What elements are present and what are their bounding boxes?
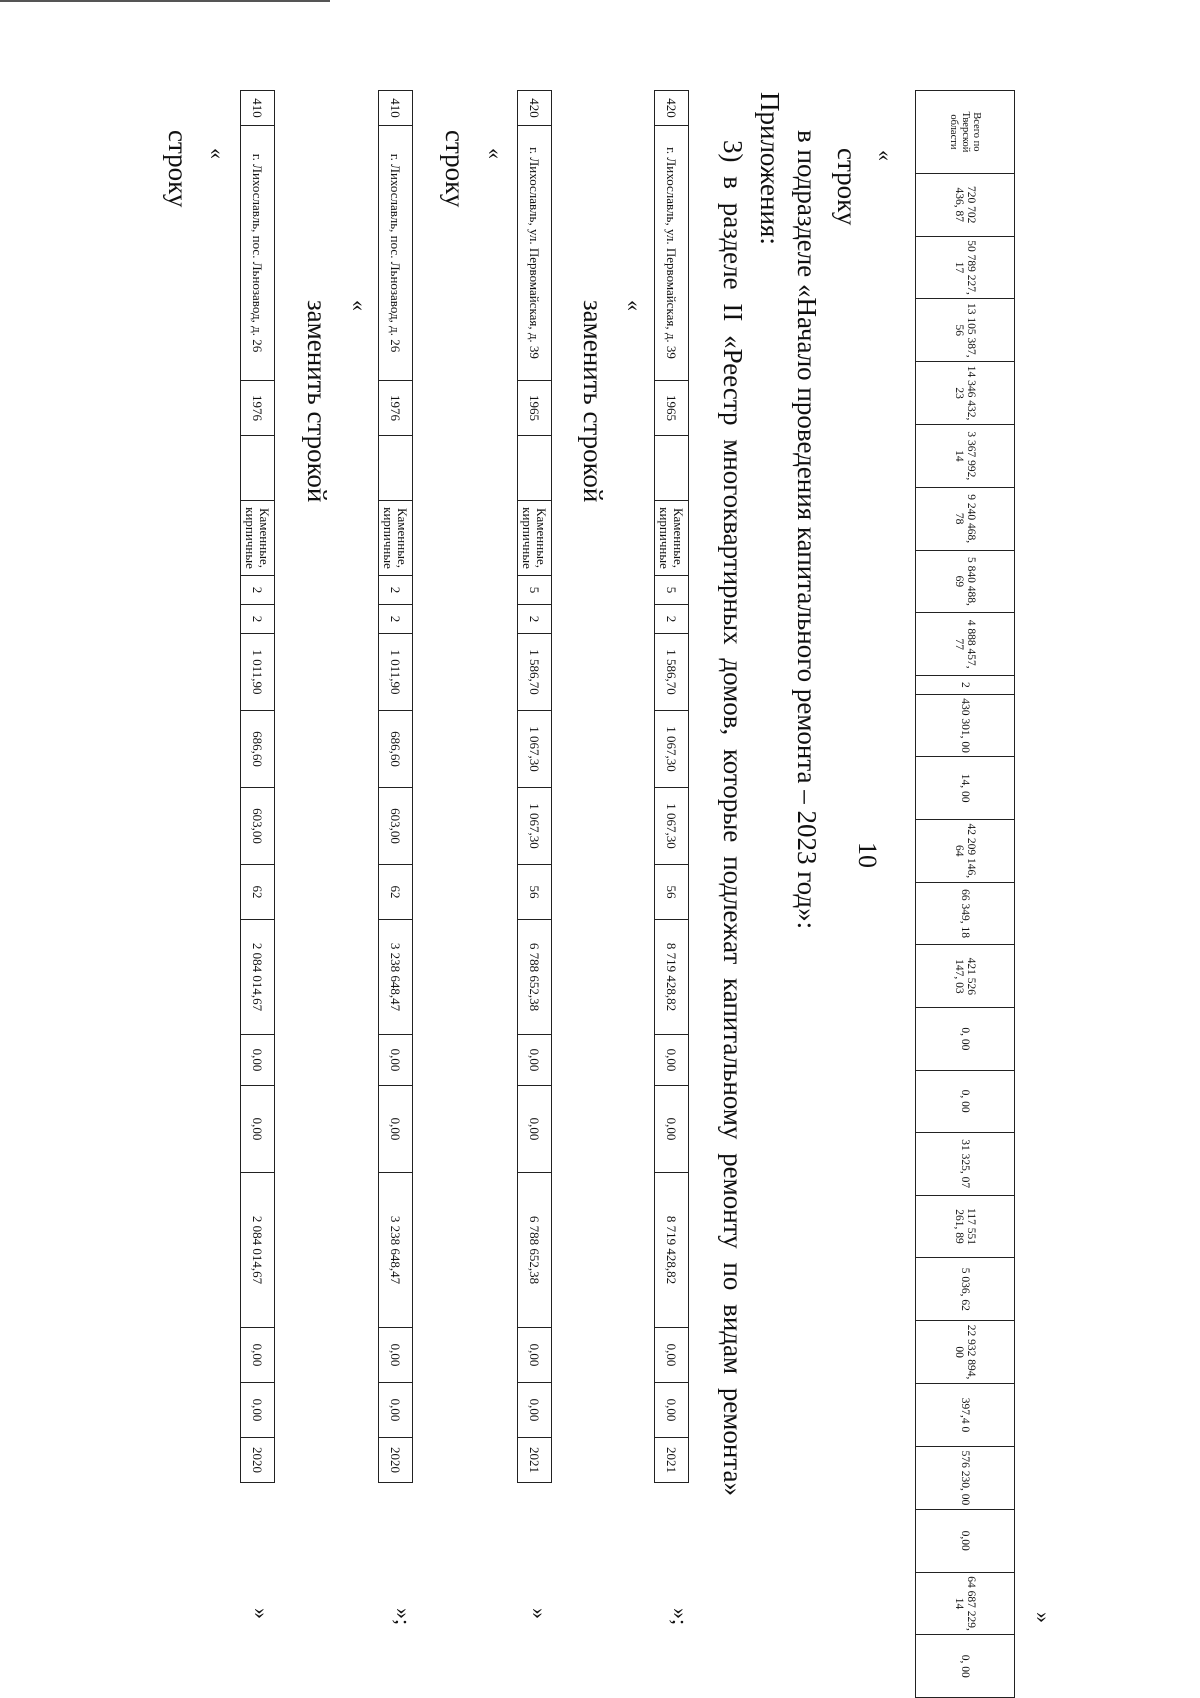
cell-address: г. Лихославль, ул. Первомайская, д. 39 — [655, 126, 689, 381]
cell-material: Каменные, кирпичные — [518, 501, 552, 576]
cell-fund-own: 3 238 648,47 — [379, 1173, 413, 1328]
cell-area-res: 603,00 — [379, 788, 413, 865]
open-quote-4: « — [622, 300, 647, 311]
cell-value-25: 0, 00 — [916, 1635, 1015, 1698]
cell-value-10: 430 301, 00 — [916, 694, 1015, 757]
cell-entrances: 2 — [379, 605, 413, 634]
cell-fund-4: 0,00 — [241, 1383, 275, 1438]
cell-year: 1976 — [241, 381, 275, 436]
cell-value-1: 720 702 436, 87 — [916, 173, 1015, 236]
row-420-new — [654, 90, 689, 1483]
cell-fund-own: 2 084 014,67 — [241, 1173, 275, 1328]
cell-blank — [655, 436, 689, 501]
cell-fund-3: 0,00 — [655, 1328, 689, 1383]
cell-fund-1: 0,00 — [241, 1035, 275, 1086]
cell-area-total: 1 586,70 — [655, 634, 689, 711]
close-quote-semicolon-1: »; — [391, 1608, 416, 1626]
cell-value-8: 4 888 457, 77 — [916, 613, 1015, 676]
label-stroku-3: строку — [832, 148, 862, 226]
close-quote-semicolon-2: »; — [668, 1608, 693, 1626]
label-zamenit-1: заменить строкой — [302, 300, 332, 503]
cell-material: Каменные, кирпичные — [379, 501, 413, 576]
cell-num: 410 — [379, 91, 413, 126]
close-quote-1: » — [249, 1608, 274, 1619]
cell-num: 420 — [518, 91, 552, 126]
cell-fund-3: 0,00 — [379, 1328, 413, 1383]
cell-year: 1965 — [655, 381, 689, 436]
cell-entrances: 2 — [241, 605, 275, 634]
cell-value-20: 22 932 894, 00 — [916, 1321, 1015, 1384]
cell-value-15: 0, 00 — [916, 1008, 1015, 1070]
cell-cost-total: 3 238 648,47 — [379, 920, 413, 1035]
cell-floors: 2 — [241, 576, 275, 605]
total-row-table — [915, 90, 1015, 1698]
label-stroku-2: строку — [440, 130, 470, 208]
cell-fund-2: 0,00 — [379, 1086, 413, 1173]
label-zamenit-2: заменить строкой — [578, 300, 608, 503]
cell-address: г. Лихославль, ул. Первомайская, д. 39 — [518, 126, 552, 381]
cell-area-total: 1 586,70 — [518, 634, 552, 711]
cell-value-9: 2 — [916, 676, 1015, 695]
cell-value-3: 13 105 387, 56 — [916, 299, 1015, 362]
cell-area-res: 1 067,30 — [655, 788, 689, 865]
close-quote-3: » — [1031, 1612, 1056, 1623]
open-quote-2: « — [347, 300, 372, 311]
cell-fund-2: 0,00 — [655, 1086, 689, 1173]
table-row — [655, 91, 689, 1483]
cell-fund-2: 0,00 — [241, 1086, 275, 1173]
row-410-new — [378, 90, 413, 1483]
cell-area-res: 1 067,30 — [518, 788, 552, 865]
cell-fund-own: 8 719 428,82 — [655, 1173, 689, 1328]
cell-year-plan: 2020 — [379, 1438, 413, 1483]
cell-fund-4: 0,00 — [379, 1383, 413, 1438]
cell-material: Каменные, кирпичные — [241, 501, 275, 576]
cell-fund-4: 0,00 — [655, 1383, 689, 1438]
cell-label: Всего по Тверской области — [916, 91, 1015, 174]
row-420-old — [517, 90, 552, 1483]
cell-fund-4: 0,00 — [518, 1383, 552, 1438]
cell-cost-total: 6 788 652,38 — [518, 920, 552, 1035]
cell-fund-3: 0,00 — [241, 1328, 275, 1383]
open-quote-3: « — [483, 148, 508, 159]
cell-value-16: 0, 00 — [916, 1070, 1015, 1132]
cell-residents: 56 — [518, 865, 552, 920]
cell-value-4: 14 346 432, 23 — [916, 362, 1015, 425]
cell-entrances: 2 — [518, 605, 552, 634]
cell-fund-3: 0,00 — [518, 1328, 552, 1383]
label-stroku-1: строку — [163, 130, 193, 208]
cell-blank — [241, 436, 275, 501]
table-row — [379, 91, 413, 1483]
section-subheading: Приложения: — [755, 92, 785, 245]
cell-cost-total: 2 084 014,67 — [241, 920, 275, 1035]
cell-area-living: 686,60 — [379, 711, 413, 788]
cell-fund-1: 0,00 — [655, 1035, 689, 1086]
cell-value-7: 5 840 488, 69 — [916, 550, 1015, 613]
cell-year: 1976 — [379, 381, 413, 436]
cell-floors: 5 — [518, 576, 552, 605]
cell-residents: 62 — [241, 865, 275, 920]
cell-num: 420 — [655, 91, 689, 126]
cell-year-plan: 2021 — [518, 1438, 552, 1483]
cell-floors: 5 — [655, 576, 689, 605]
cell-fund-2: 0,00 — [518, 1086, 552, 1173]
open-quote-5: « — [873, 150, 898, 161]
cell-value-11: 14, 00 — [916, 757, 1015, 819]
row-410-old — [240, 90, 275, 1483]
cell-value-23: 0,00 — [916, 1509, 1015, 1572]
page-number: 10 — [853, 842, 882, 868]
cell-area-total: 1 011,90 — [379, 634, 413, 711]
cell-year: 1965 — [518, 381, 552, 436]
cell-residents: 62 — [379, 865, 413, 920]
cell-value-12: 42 209 146, 64 — [916, 819, 1015, 882]
cell-year-plan: 2021 — [655, 1438, 689, 1483]
table-row — [916, 91, 1015, 1698]
cell-address: г. Лихославль, пос. Льнозавод, д. 26 — [379, 126, 413, 381]
cell-cost-total: 8 719 428,82 — [655, 920, 689, 1035]
cell-value-2: 50 789 227, 17 — [916, 236, 1015, 299]
cell-fund-1: 0,00 — [379, 1035, 413, 1086]
table-row — [518, 91, 552, 1483]
cell-value-24: 64 687 229, 14 — [916, 1572, 1015, 1635]
cell-value-18: 117 551 261, 89 — [916, 1195, 1015, 1258]
cell-value-6: 9 240 468, 78 — [916, 487, 1015, 550]
cell-value-14: 421 526 147, 03 — [916, 945, 1015, 1008]
cell-value-21: 397,4 0 — [916, 1383, 1015, 1446]
cell-area-living: 1 067,30 — [655, 711, 689, 788]
cell-area-res: 603,00 — [241, 788, 275, 865]
cell-value-22: 576 230, 00 — [916, 1447, 1015, 1510]
cell-value-19: 5 036, 62 — [916, 1258, 1015, 1321]
cell-fund-own: 6 788 652,38 — [518, 1173, 552, 1328]
cell-blank — [518, 436, 552, 501]
cell-num: 410 — [241, 91, 275, 126]
cell-value-13: 66 349, 18 — [916, 882, 1015, 945]
cell-area-living: 686,60 — [241, 711, 275, 788]
cell-residents: 56 — [655, 865, 689, 920]
cell-material: Каменные, кирпичные — [655, 501, 689, 576]
cell-entrances: 2 — [655, 605, 689, 634]
table-row — [241, 91, 275, 1483]
open-quote-1: « — [205, 148, 230, 159]
close-quote-2: » — [527, 1608, 552, 1619]
cell-floors: 2 — [379, 576, 413, 605]
subsection-line: в подразделе «Начало проведения капитального ремонта – 2023 год»: — [792, 130, 822, 930]
cell-value-5: 3 367 992, 14 — [916, 424, 1015, 487]
cell-blank — [379, 436, 413, 501]
cell-area-living: 1 067,30 — [518, 711, 552, 788]
section-heading: 3) в разделе II «Реестр многоквартирных домов, которые подлежат капитальному ремонту по видам ремонта» — [718, 140, 748, 1496]
cell-area-total: 1 011,90 — [241, 634, 275, 711]
cell-value-17: 31 325, 07 — [916, 1132, 1015, 1195]
cell-fund-1: 0,00 — [518, 1035, 552, 1086]
cell-year-plan: 2020 — [241, 1438, 275, 1483]
cell-address: г. Лихославль, пос. Льнозавод, д. 26 — [241, 126, 275, 381]
